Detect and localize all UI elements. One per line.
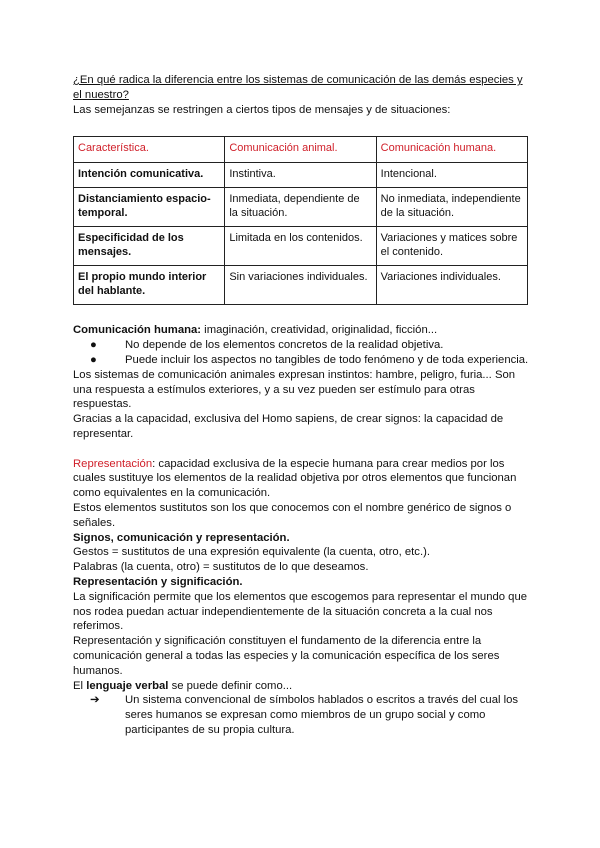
table-cell: Variaciones individuales.	[376, 266, 527, 305]
bullet-icon: ●	[90, 353, 97, 366]
lenguaje-pre: El	[73, 679, 87, 692]
sustitutos-paragraph: Estos elementos sustitutos son los que conocemos con el nombre genérico de signos o señales.	[73, 501, 512, 529]
list-item-text: Un sistema convencional de símbolos hablados o escritos a través del cual los seres humanos se expresan como miembros de un grupo social y como participantes de su propia cultura.	[125, 694, 519, 736]
repsig-heading: Representación y significación.	[73, 575, 243, 588]
document-page	[73, 73, 533, 738]
table-cell: Limitada en los contenidos.	[225, 227, 376, 266]
table-cell: El propio mundo interior del hablante.	[74, 266, 225, 305]
table-cell: Intencional.	[376, 162, 527, 188]
list-item-text: Puede incluir los aspectos no tangibles de todo fenómeno y de toda experiencia.	[125, 353, 529, 366]
table-header: Característica.	[74, 137, 225, 163]
lenguaje-bold: lenguaje verbal	[86, 679, 169, 692]
list-item	[73, 693, 533, 737]
heading-question: ¿En qué radica la diferencia entre los sistemas de comunicación de las demás especies y el nuestro?	[73, 74, 523, 101]
intro-text: Las semejanzas se restringen a ciertos tipos de mensajes y de situaciones:	[73, 103, 451, 116]
lenguaje-post: se puede definir como...	[168, 679, 293, 692]
representacion-text: : capacidad exclusiva de la especie humana para crear medios por los cuales sustituye los elementos de la realidad objetiva por otros elementos que funcionan como equivalentes en la comunicación.	[73, 457, 517, 500]
table-row	[74, 162, 528, 188]
representacion-paragraph	[73, 457, 533, 501]
list-item	[73, 338, 533, 353]
table-cell: Distanciamiento espacio-temporal.	[74, 188, 225, 227]
human-bullets	[73, 338, 533, 368]
significacion-paragraph: La significación permite que los elementos que escogemos para representar el mundo que nos rodea puedan actuar independientemente de la situación concreta a la cual nos referimos.	[73, 590, 528, 633]
table-cell: No inmediata, independiente de la situación.	[376, 188, 527, 227]
fundamento-paragraph: Representación y significación constituyen el fundamento de la diferencia entre la comunicación general a todas las especies y la comunicación específica de los seres humanos.	[73, 635, 500, 677]
table-cell: Instintiva.	[225, 162, 376, 188]
table-cell: Variaciones y matices sobre el contenido.	[376, 227, 527, 266]
table-header-row	[74, 137, 528, 163]
table-row	[74, 188, 528, 227]
gracias-paragraph: Gracias a la capacidad, exclusiva del Homo sapiens, de crear signos: la capacidad de representar.	[73, 413, 504, 440]
table-header: Comunicación animal.	[225, 137, 376, 163]
human-text: imaginación, creatividad, originalidad, ficción...	[201, 324, 438, 337]
representacion-label: Representación	[73, 457, 153, 470]
list-item-text: No depende de los elementos concretos de la realidad objetiva.	[125, 339, 444, 352]
human-communication-line	[73, 323, 533, 338]
lenguaje-line	[73, 679, 533, 694]
bullet-icon: ●	[90, 339, 97, 352]
gestos-line: Gestos = sustitutos de una expresión equivalente (la cuenta, otro, etc.).	[73, 546, 430, 559]
signos-heading: Signos, comunicación y representación.	[73, 531, 290, 544]
human-label: Comunicación humana:	[73, 324, 202, 337]
table-cell: Especificidad de los mensajes.	[74, 227, 225, 266]
arrow-icon: ➔	[90, 694, 100, 707]
table-cell: Sin variaciones individuales.	[225, 266, 376, 305]
table-cell: Intención comunicativa.	[74, 162, 225, 188]
palabras-line: Palabras (la cuenta, otro) = sustitutos de lo que deseamos.	[73, 561, 369, 574]
lenguaje-list	[73, 693, 533, 737]
comparison-table	[73, 136, 528, 305]
table-row	[74, 266, 528, 305]
table-header: Comunicación humana.	[376, 137, 527, 163]
list-item	[73, 353, 533, 368]
table-row	[74, 227, 528, 266]
table-cell: Inmediata, dependiente de la situación.	[225, 188, 376, 227]
animal-paragraph: Los sistemas de comunicación animales expresan instintos: hambre, peligro, furia... Son una respuesta a estímulos exteriores, y a su vez pueden ser estímulo para otras respuestas.	[73, 368, 516, 411]
